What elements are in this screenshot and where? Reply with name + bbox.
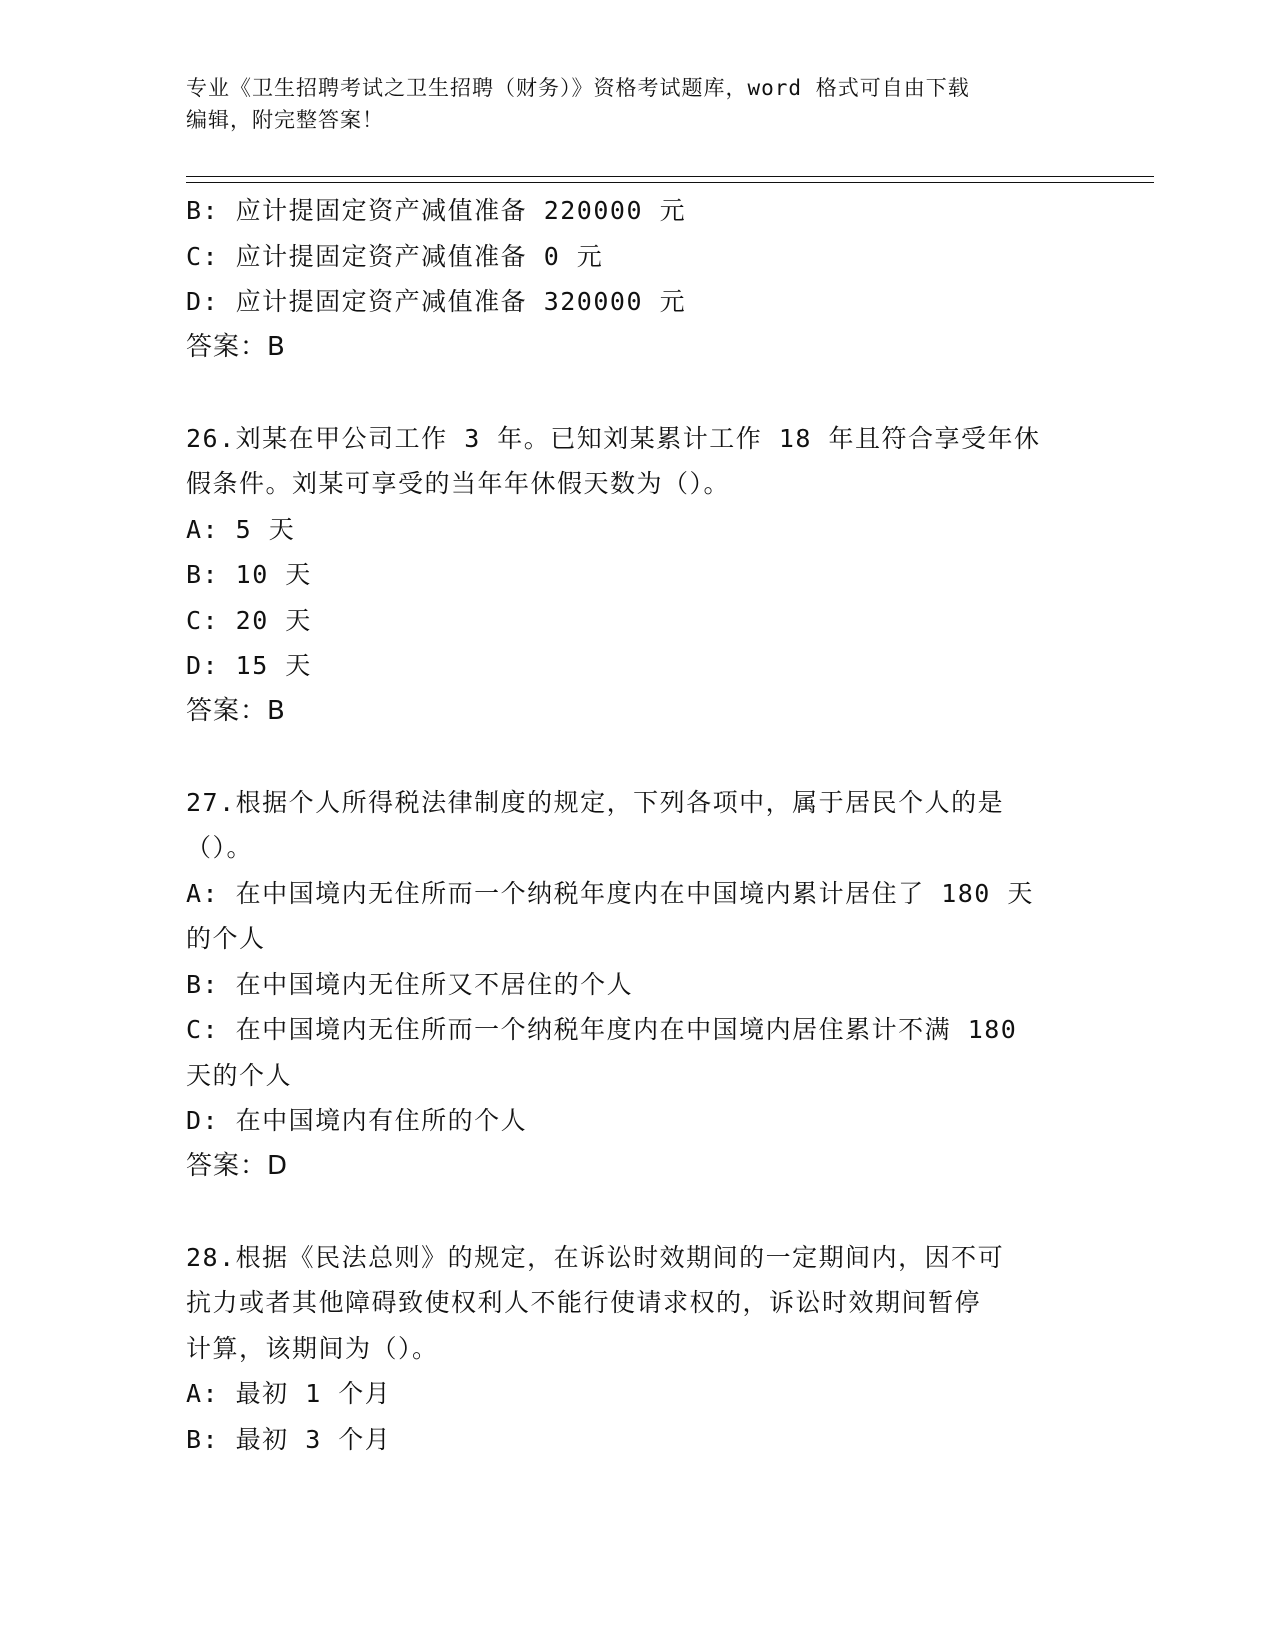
question-list — [186, 188, 1086, 1462]
question-stem: 28.根据《民法总则》的规定，在诉讼时效期间的一定期间内，因不可 — [186, 1242, 1005, 1272]
question-stem: 计算，该期间为（）。 — [186, 1333, 439, 1363]
header-divider-thick — [186, 176, 1154, 177]
option-d: D: 在中国境内有住所的个人 — [186, 1106, 528, 1135]
option-a: A: 最初 1 个月 — [186, 1379, 392, 1408]
option-c: C: 应计提固定资产减值准备 0 元 — [186, 241, 604, 271]
answer: 答案：B — [186, 695, 286, 726]
option-b: B: 应计提固定资产减值准备 220000 元 — [186, 196, 687, 225]
document-header — [186, 72, 1066, 136]
option-a: A: 5 天 — [186, 514, 296, 544]
question-27 — [186, 780, 1086, 1190]
option-c: 天的个人 — [186, 1060, 293, 1090]
question-26 — [186, 416, 1086, 735]
option-d: D: 15 天 — [186, 651, 312, 680]
question-stem: 26.刘某在甲公司工作 3 年。已知刘某累计工作 18 年且符合享受年休 — [186, 423, 1041, 453]
option-b: B: 最初 3 个月 — [186, 1424, 392, 1454]
option-c: C: 在中国境内无住所而一个纳税年度内在中国境内居住累计不满 180 — [186, 1015, 1018, 1044]
option-c: C: 20 天 — [186, 605, 312, 635]
question-25 — [186, 188, 1086, 370]
spacer — [186, 370, 1086, 416]
header-divider-thin — [186, 182, 1154, 183]
answer: 答案：B — [186, 331, 286, 362]
spacer — [186, 1189, 1086, 1235]
question-28 — [186, 1235, 1086, 1463]
question-stem: 抗力或者其他障碍致使权利人不能行使请求权的，诉讼时效期间暂停 — [186, 1288, 982, 1317]
option-a: 的个人 — [186, 924, 266, 953]
question-stem: 假条件。刘某可享受的当年年休假天数为（）。 — [186, 469, 731, 498]
option-a: A: 在中国境内无住所而一个纳税年度内在中国境内累计居住了 180 天 — [186, 878, 1034, 908]
option-b: B: 10 天 — [186, 560, 312, 589]
option-b: B: 在中国境内无住所又不居住的个人 — [186, 969, 634, 999]
header-line-1: 专业《卫生招聘考试之卫生招聘（财务）》资格考试题库，word 格式可自由下载 — [186, 76, 970, 100]
option-d: D: 应计提固定资产减值准备 320000 元 — [186, 287, 687, 316]
spacer — [186, 734, 1086, 780]
answer: 答案：D — [186, 1150, 289, 1181]
question-stem: （）。 — [186, 833, 254, 862]
header-line-2: 编辑，附完整答案！ — [186, 108, 384, 132]
question-stem: 27.根据个人所得税法律制度的规定，下列各项中，属于居民个人的是 — [186, 787, 1005, 817]
